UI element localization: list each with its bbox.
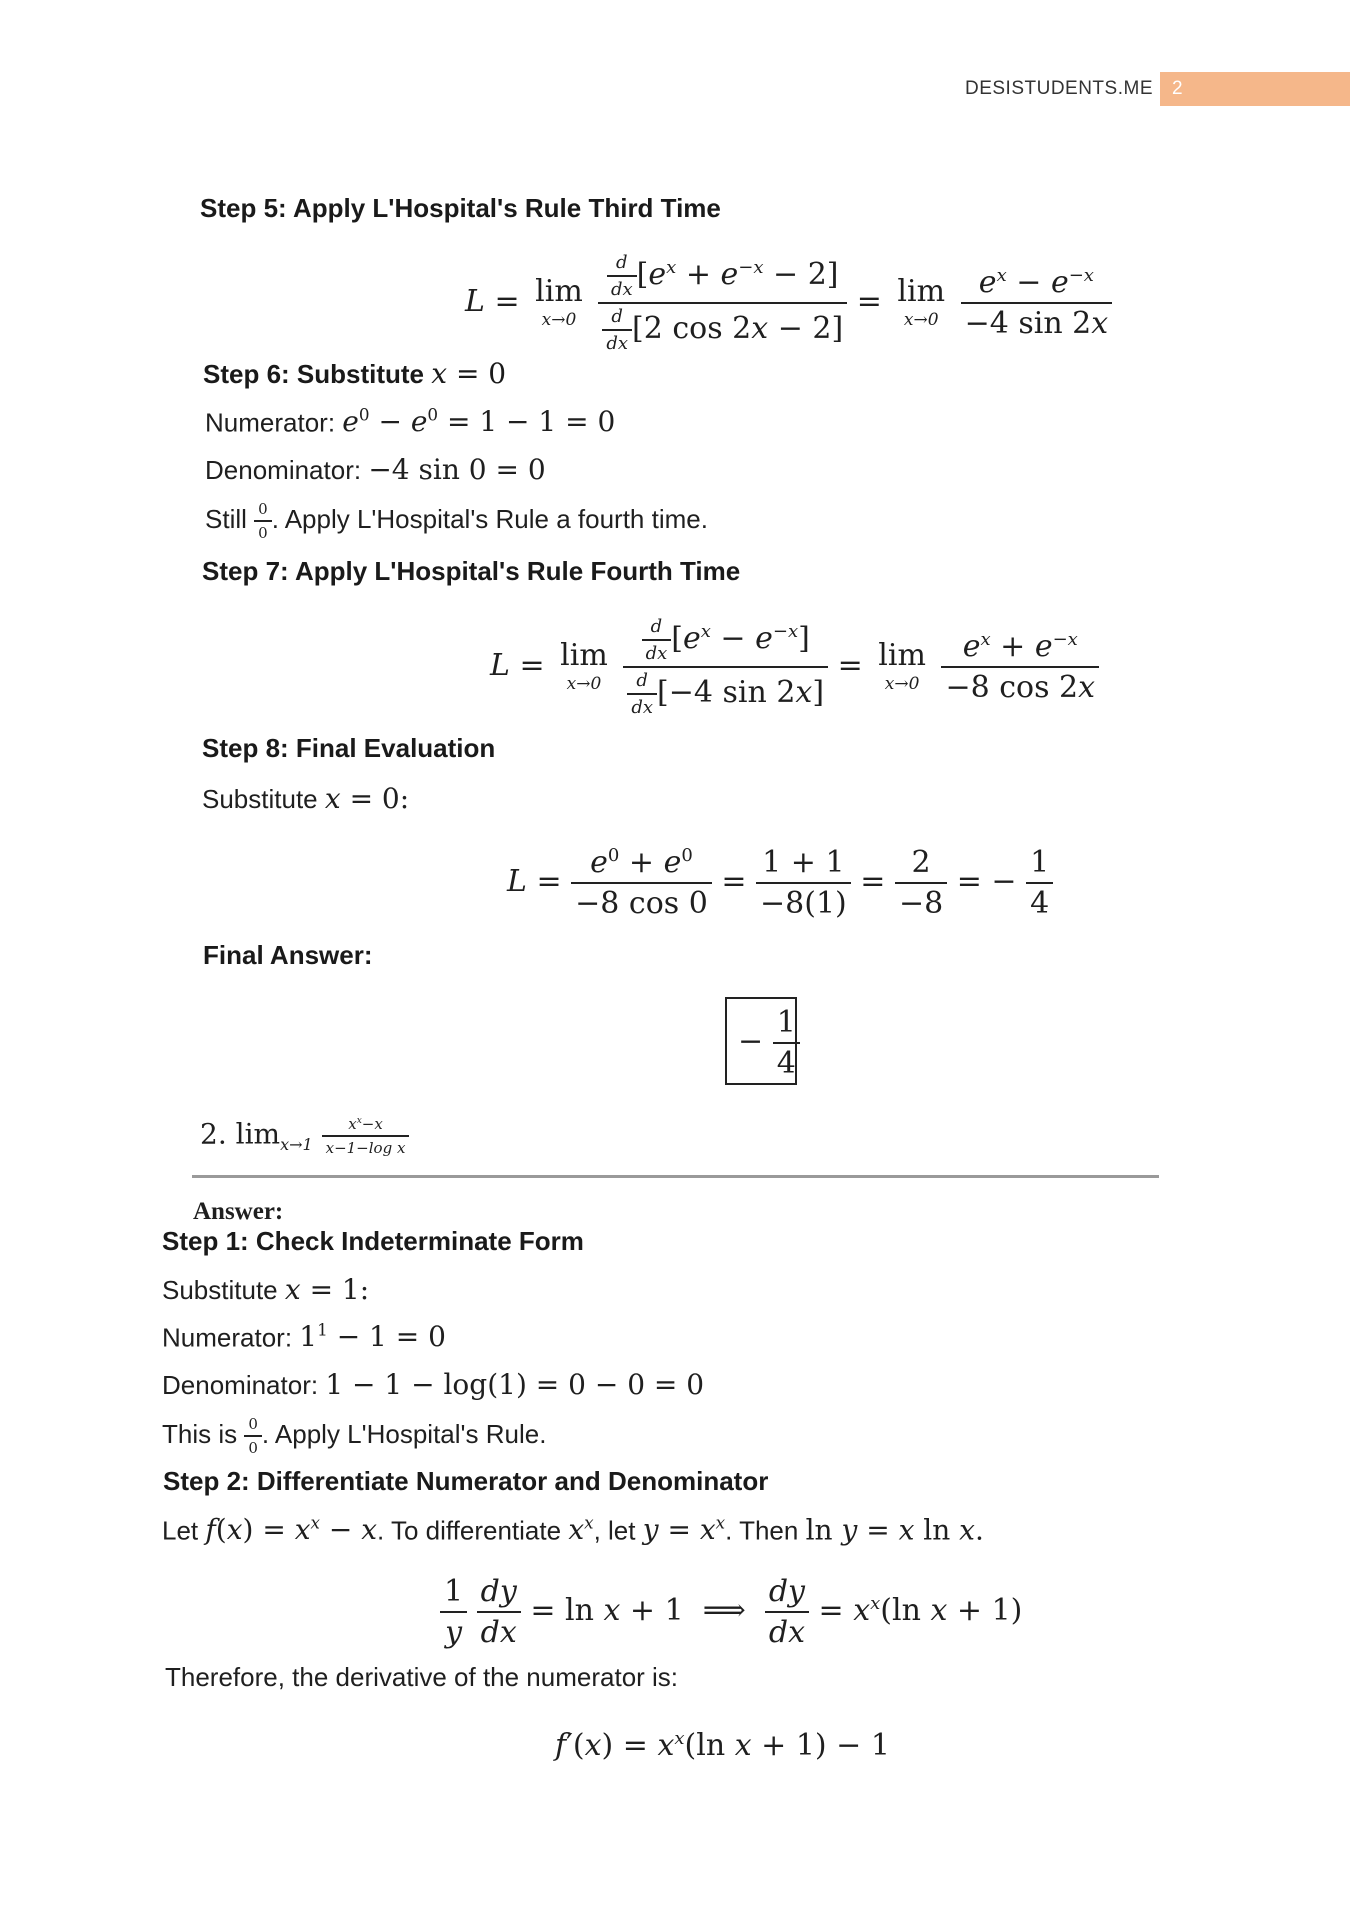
step8-heading: Step 8: Final Evaluation bbox=[202, 733, 496, 763]
step5-equation: L = lim x→0 $\frac{d}{dx}$ $[e^x + e^{-x} - 2]$ $\frac{d}{dx}$ [2 cos 2x − 2] = lim x→0 $\frac{e^x - e^{-x}}{-4 \sin 2x}$ bbox=[465, 252, 1112, 354]
site-name: DESISTUDENTS.ME bbox=[964, 78, 1153, 99]
step7-heading: Step 7: Apply L'Hospital's Rule Fourth Time bbox=[202, 556, 741, 586]
therefore-text: Therefore, the derivative of the numerator is: bbox=[165, 1662, 679, 1692]
problem-number: 2. bbox=[200, 1117, 227, 1151]
denominator-label: Denominator: bbox=[205, 455, 362, 485]
page-number-badge bbox=[1160, 72, 1350, 106]
final-answer-heading: Final Answer: bbox=[203, 940, 373, 970]
answer-denominator: Denominator: 1 − 1 − log(1) = 0 − 0 = 0 bbox=[162, 1368, 705, 1401]
step6-denominator: Denominator: −4 sin 0 = 0 bbox=[205, 453, 546, 486]
then-text: . Then bbox=[725, 1515, 799, 1546]
answer-substitute: Substitute x = 1: bbox=[162, 1273, 370, 1306]
numerator-label: Numerator: bbox=[205, 407, 336, 438]
answer-this-is: This is $\frac{0}{0}$ . Apply L'Hospital's Rule. bbox=[162, 1415, 547, 1457]
let-text: Let bbox=[162, 1515, 199, 1546]
numerator-derivative: $f'(x) = x^x(\ln$ x + 1) − 1 bbox=[555, 1728, 890, 1763]
step8-substitute: Substitute x = 0: bbox=[202, 782, 410, 815]
step6-heading: Step 6: Substitute x = 0 bbox=[203, 357, 507, 390]
answer-denominator-label: Denominator: bbox=[162, 1370, 319, 1400]
derivative-equation: $\frac{1}{y}$ $\frac{dy}{dx}$ = ln x + 1 ⟹ $\frac{dy}{dx}$ = $x^x(\ln$ x + 1) bbox=[440, 1574, 1022, 1650]
step6-still: Still $\frac{0}{0}$ . Apply L'Hospital's Rule a fourth time. bbox=[205, 500, 708, 542]
answer-label: Answer: bbox=[193, 1198, 284, 1225]
this-is-rest: . Apply L'Hospital's Rule. bbox=[261, 1418, 547, 1449]
answer-step1-heading: Step 1: Check Indeterminate Form bbox=[162, 1226, 584, 1256]
answer-let-line: Let $f(x) = x^x - x$. To differentiate $x^x$, let $y = x^x$. Then ln y = x ln x. bbox=[162, 1513, 984, 1547]
let2-text: , let bbox=[593, 1515, 636, 1546]
divider bbox=[192, 1175, 1159, 1178]
step8-equation: L = $\frac{e^0 + e^0}{-8 \cos 0}$ = $\frac{1 + 1}{-8(1)}$ = $\frac{2}{-8}$ = − $\frac{1}{4}$ bbox=[507, 845, 1053, 921]
substitute-text: Substitute bbox=[202, 784, 318, 814]
answer-step2-heading: Step 2: Differentiate Numerator and Denominator bbox=[163, 1466, 769, 1496]
final-answer-value: − $\frac{1}{4}$ bbox=[738, 1005, 800, 1081]
still-rest: . Apply L'Hospital's Rule a fourth time. bbox=[271, 503, 708, 534]
answer-numerator: Numerator: $1^1 - 1 = 0$ bbox=[162, 1320, 446, 1354]
this-is-text: This is bbox=[162, 1418, 238, 1449]
step6-heading-text: Step 6: Substitute bbox=[203, 359, 425, 389]
still-text: Still bbox=[205, 503, 247, 534]
step5-heading: Step 5: Apply L'Hospital's Rule Third Time bbox=[200, 193, 721, 223]
to-diff-text: . To differentiate bbox=[377, 1515, 562, 1546]
problem-2: 2. $\lim_{x\to 1}$ $\frac{x^x-x}{\text{x−1−log x}}$ bbox=[200, 1115, 409, 1157]
step7-equation: L = lim x→0 $\frac{d}{dx}$ $[e^x - e^{-x}]$ $\frac{d}{dx}$ [−4 sin 2x] = lim x→0 $\frac{e^x + e^{-x}}{-8 \cos 2x}$ bbox=[490, 616, 1099, 718]
step6-numerator: Numerator: $e^0 - e^0 = 1 - 1 = 0$ bbox=[205, 405, 616, 439]
answer-substitute-text: Substitute bbox=[162, 1275, 278, 1305]
page-number: 2 bbox=[1172, 78, 1183, 99]
answer-numerator-label: Numerator: bbox=[162, 1322, 293, 1353]
